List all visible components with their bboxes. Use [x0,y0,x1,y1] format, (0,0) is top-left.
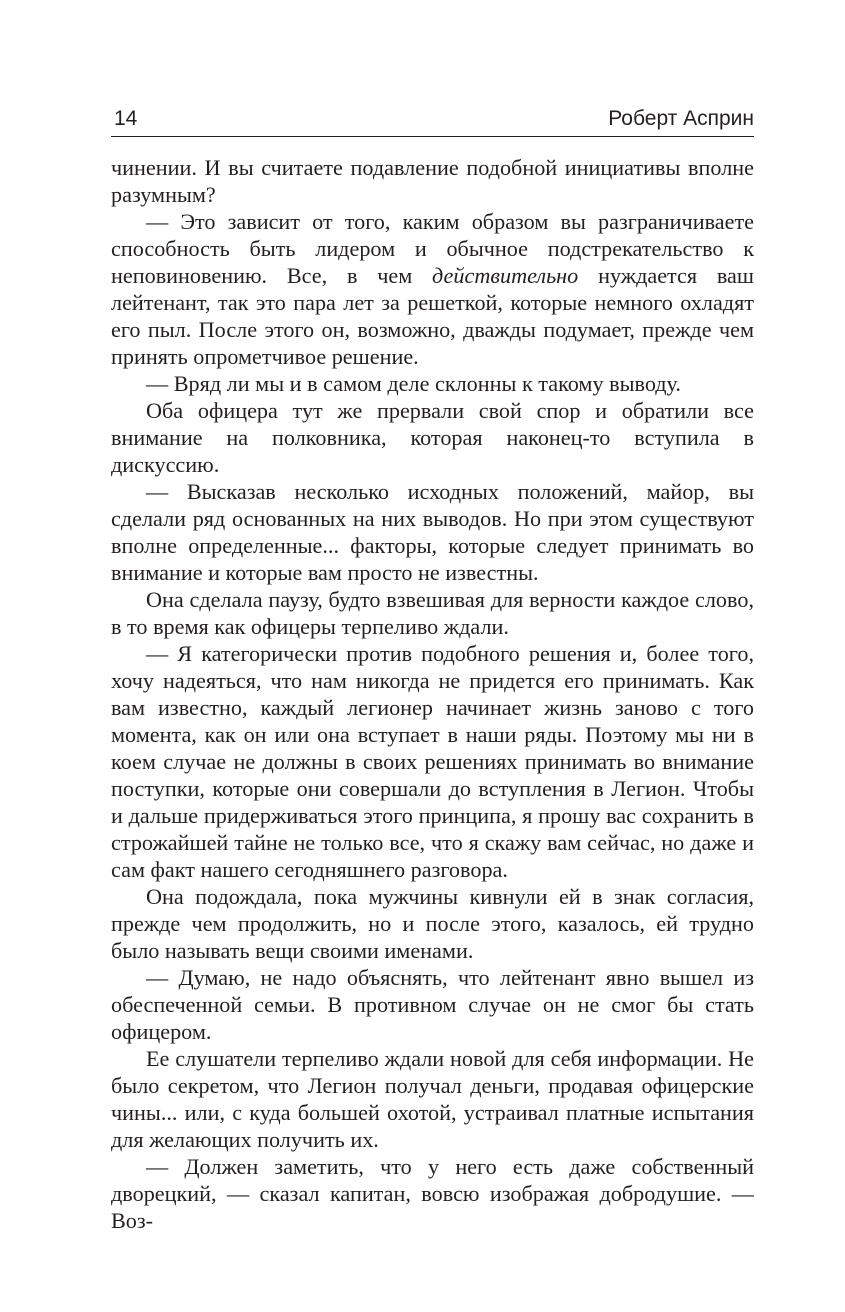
paragraph [111,208,754,370]
paragraph: Оба офицера тут же прервали свой спор и обратили все внимание на полковника, которая наконец-то вступила в дискуссию. [111,398,754,477]
paragraph: — Должен заметить, что у него есть даже собственный дворецкий, — сказал капитан, вовсю изображая добродушие. — Воз- [111,1154,754,1233]
emphasized-word: действительно [432,263,579,288]
text-run: — Это зависит от того, каким образом вы разграничиваете способность быть лидером и обычное подстрекательство к неповиновению. Все, в чем [111,209,754,288]
paragraph: чинении. И вы считаете подавление подобной инициативы вполне разумным? [111,155,754,207]
body-text [111,154,754,1234]
paragraph: — Я категорически против подобного решения и, более того, хочу надеяться, что нам никогда не придется его принимать. Как вам известно, каждый легионер начинает жизнь заново с того момента, как он или она вступает в наши ряды. Поэтому мы ни в коем случае не должны в своих решениях принимать во внимание поступки, которые они совершали до вступления в Легион. Чтобы и дальше придерживаться этого принципа, я прошу вас сохранить в строжайшей тайне не только все, что я скажу вам сейчас, но даже и сам факт нашего сегодняшнего разговора. [111,641,754,882]
paragraph: — Вряд ли мы и в самом деле склонны к такому выводу. [146,371,681,396]
running-header [111,106,754,137]
text-run: нуждается ваш лейтенант, так это пара лет за решеткой, которые немного охладят его пыл. После этого он, возможно, дважды подумает, прежде чем принять опрометчивое решение. [111,263,754,369]
paragraph: Она подождала, пока мужчины кивнули ей в знак согласия, прежде чем продолжить, но и после этого, казалось, ей трудно было называть вещи своими именами. [111,884,754,963]
paragraph: Ее слушатели терпеливо ждали новой для себя информации. Не было секретом, что Легион получал деньги, продавая офицерские чины... или, с куда большей охотой, устраивал платные испытания для желающих получить их. [111,1046,754,1152]
paragraph: — Думаю, не надо объяснять, что лейтенант явно вышел из обеспеченной семьи. В противном случае он не смог бы стать офицером. [111,965,754,1044]
paragraph: — Высказав несколько исходных положений, майор, вы сделали ряд основанных на них выводов. Но при этом существуют вполне определенные... факторы, которые следует принимать во внимание и которые вам просто не известны. [111,479,754,585]
running-head-author: Роберт Асприн [608,107,754,130]
paragraph: Она сделала паузу, будто взвешивая для верности каждое слово, в то время как офицеры терпеливо ждали. [111,587,754,639]
page-number: 14 [114,107,138,130]
